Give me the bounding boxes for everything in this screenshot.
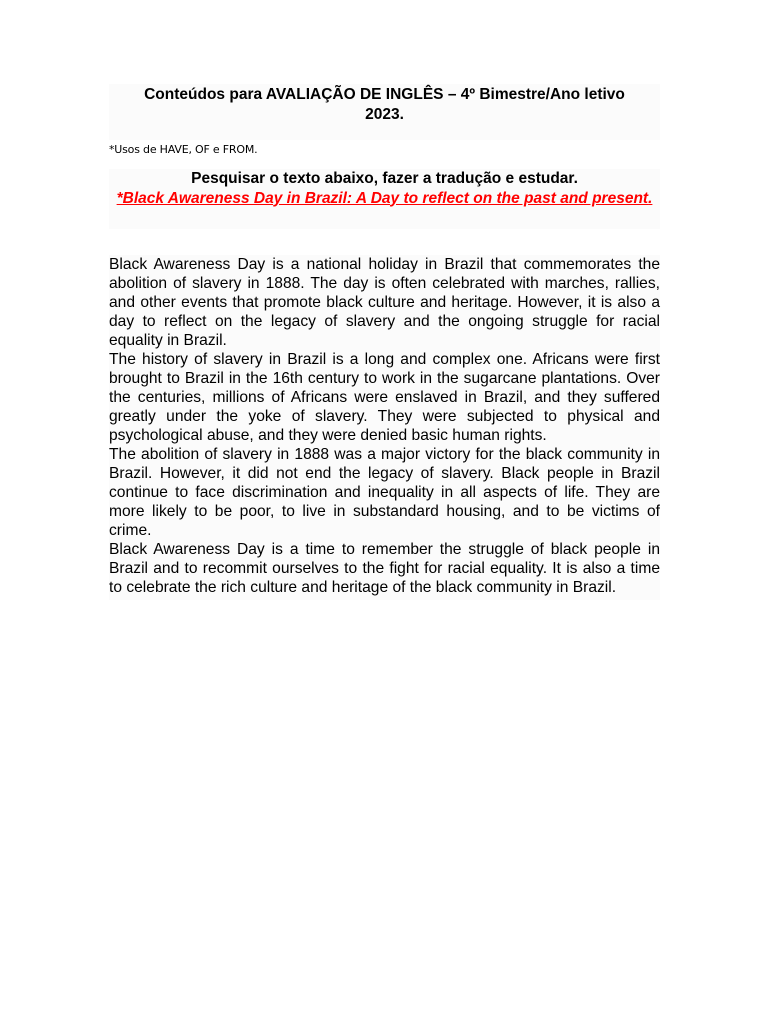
title-line-2: 2023. <box>365 106 404 123</box>
subtitle-period: . <box>648 189 653 207</box>
document-title <box>109 84 660 140</box>
instruction-block <box>109 169 660 229</box>
paragraph: Black Awareness Day is a national holiday in Brazil that commemorates the abolition of slavery in 1888. The day is often celebrated with marches, rallies, and other events that promote black culture and heritage. However, it is also a day to reflect on the legacy of slavery and the ongoing struggle for racial equality in Brazil. <box>109 256 660 349</box>
document-page <box>109 84 660 600</box>
article-subtitle <box>109 189 660 209</box>
instruction-text: Pesquisar o texto abaixo, fazer a tradução e estudar. <box>191 170 578 187</box>
paragraph: The abolition of slavery in 1888 was a major victory for the black community in Brazil. However, it did not end the legacy of slavery. Black people in Brazil continue to face discrimination and inequality in all aspects of life. They are more likely to be poor, to live in substandard housing, and to be victims of crime. <box>109 446 660 539</box>
paragraph: Black Awareness Day is a time to remember the struggle of black people in Brazil and to recommit ourselves to the fight for racial equality. It is also a time to celebrate the rich culture and heritage of the black community in Brazil. <box>109 541 660 596</box>
usage-note: *Usos de HAVE, OF e FROM. <box>109 143 258 156</box>
title-line-1: Conteúdos para AVALIAÇÃO DE INGLÊS – 4º Bimestre/Ano letivo <box>144 86 625 103</box>
paragraph: The history of slavery in Brazil is a long and complex one. Africans were first brought to Brazil in the 16th century to work in the sugarcane plantations. Over the centuries, millions of Africans were enslaved in Brazil, and they suffered greatly under the yoke of slavery. They were subjected to physical and psychological abuse, and they were denied basic human rights. <box>109 351 660 444</box>
article-body <box>109 255 660 600</box>
subtitle-text: *Black Awareness Day in Brazil: A Day to reflect on the past and present <box>116 189 649 207</box>
